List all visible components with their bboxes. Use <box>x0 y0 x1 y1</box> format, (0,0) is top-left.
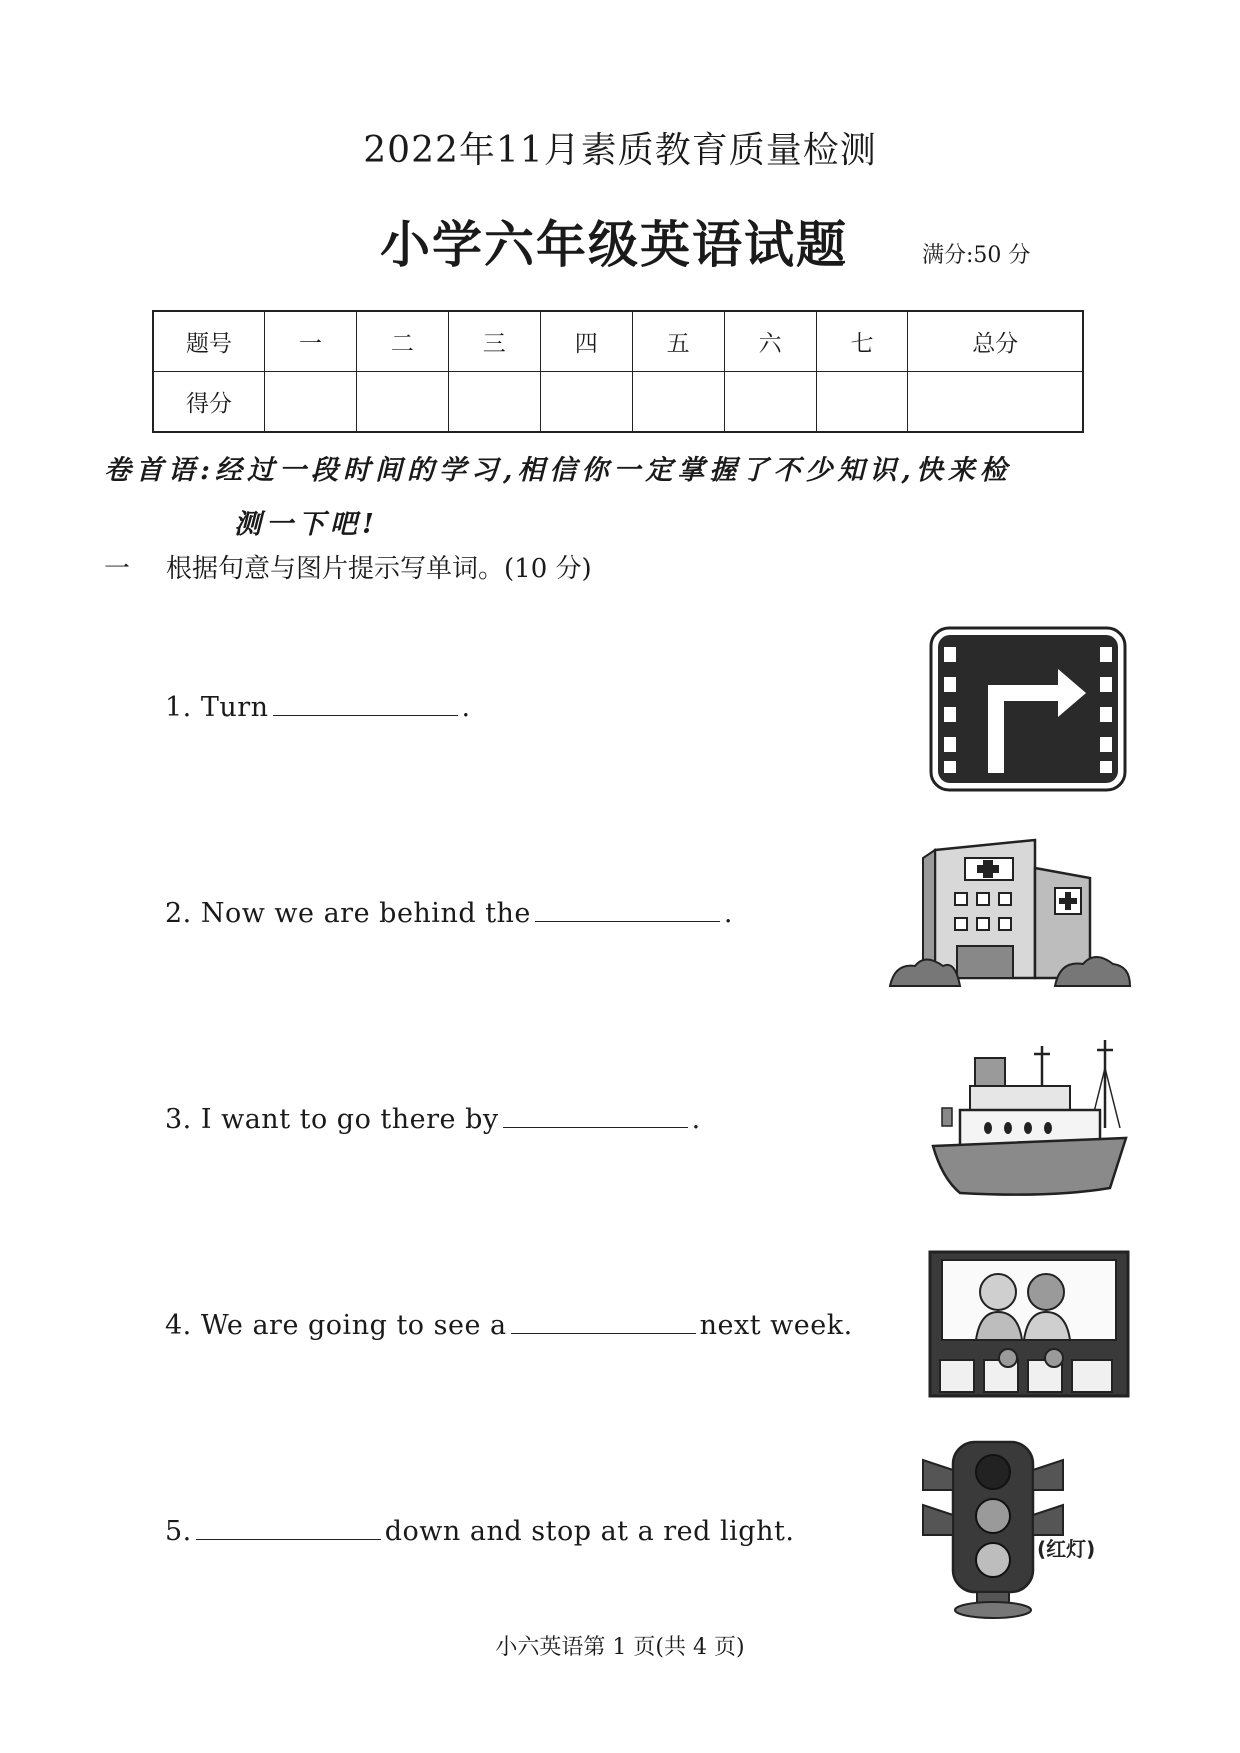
question-2 <box>165 898 733 929</box>
score-cell[interactable] <box>632 372 724 433</box>
full-score: 满分:50 分 <box>922 243 1031 268</box>
score-table-column: 总分 <box>908 311 1083 372</box>
score-table-score-row <box>153 372 1083 433</box>
score-cell[interactable] <box>356 372 448 433</box>
answer-blank[interactable] <box>535 899 720 922</box>
score-table-column: 五 <box>632 311 724 372</box>
cinema-icon <box>928 1250 1130 1398</box>
score-cell[interactable] <box>265 372 357 433</box>
score-table-column: 四 <box>540 311 632 372</box>
section-1-heading <box>104 548 592 585</box>
traffic-light-icon <box>915 1440 1145 1620</box>
score-table-row-label: 题号 <box>153 311 265 372</box>
score-table <box>152 310 1084 433</box>
question-text: . <box>461 692 471 723</box>
score-table-row-label: 得分 <box>153 372 265 433</box>
preface-line-1: 卷首语:经过一段时间的学习,相信你一定掌握了不少知识,快来检 <box>104 455 1012 486</box>
answer-blank[interactable] <box>511 1311 696 1334</box>
preface <box>104 444 1144 552</box>
question-text: next week. <box>699 1310 853 1341</box>
answer-blank[interactable] <box>273 693 458 716</box>
traffic-light-caption: (红灯) <box>1037 1537 1096 1561</box>
section-points: (10 分) <box>504 554 592 584</box>
question-text: . <box>691 1104 701 1135</box>
score-table-column: 六 <box>724 311 816 372</box>
question-text: . <box>723 898 734 929</box>
score-table-column: 三 <box>448 311 540 372</box>
score-cell[interactable] <box>448 372 540 433</box>
section-number: 一 <box>104 554 131 584</box>
exam-subtitle: 2022年11月素质教育质量检测 <box>363 130 877 171</box>
hospital-icon <box>885 838 1135 988</box>
question-4 <box>165 1310 853 1341</box>
preface-line-2: 测一下吧! <box>234 509 379 540</box>
score-cell[interactable] <box>908 372 1083 433</box>
score-cell[interactable] <box>540 372 632 433</box>
section-instruction: 根据句意与图片提示写单词。 <box>166 554 505 584</box>
score-cell[interactable] <box>724 372 816 433</box>
score-table-column: 二 <box>356 311 448 372</box>
page-footer: 小六英语第 1 页(共 4 页) <box>495 1635 745 1660</box>
exam-title: 小学六年级英语试题 <box>380 215 848 274</box>
score-table-header-row <box>153 311 1083 372</box>
question-text: 4. We are going to see a <box>165 1310 507 1341</box>
answer-blank[interactable] <box>503 1105 688 1128</box>
question-1 <box>165 692 471 723</box>
score-cell[interactable] <box>816 372 908 433</box>
question-3 <box>165 1104 701 1135</box>
question-text: 5. <box>165 1516 192 1547</box>
answer-blank[interactable] <box>196 1517 381 1540</box>
score-table-column: 七 <box>816 311 908 372</box>
question-text: 3. I want to go there by <box>165 1104 499 1135</box>
turn-right-sign-icon <box>928 625 1128 793</box>
question-text: 1. Turn <box>165 692 269 723</box>
score-table-column: 一 <box>265 311 357 372</box>
question-text: down and stop at a red light. <box>384 1516 795 1547</box>
ship-icon <box>930 1038 1130 1203</box>
question-5 <box>165 1516 794 1547</box>
question-text: 2. Now we are behind the <box>165 898 531 929</box>
